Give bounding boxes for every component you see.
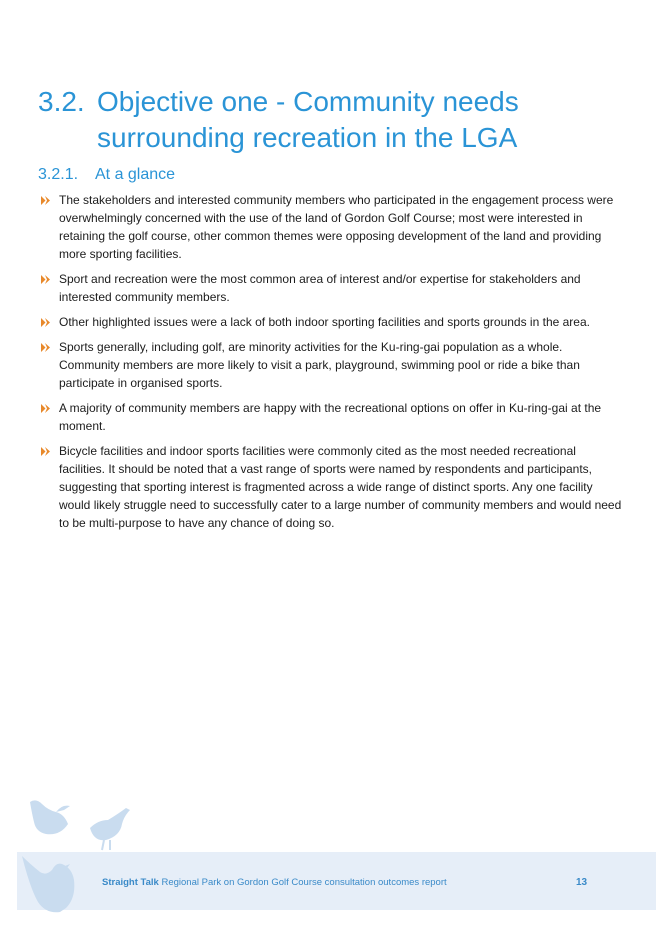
page-number: 13 bbox=[576, 877, 588, 888]
arrow-bullet-icon bbox=[40, 274, 51, 285]
list-item: Sport and recreation were the most common area of interest and/or expertise for stakeholders and interested community members. bbox=[38, 270, 622, 306]
section-title: Objective one - Community needs surrounding recreation in the LGA bbox=[97, 86, 519, 153]
subsection-title: At a glance bbox=[95, 166, 176, 183]
section-heading bbox=[38, 84, 628, 156]
arrow-bullet-icon bbox=[40, 195, 51, 206]
list-item: A majority of community members are happy with the recreational options on offer in Ku-ring-gai at the moment. bbox=[38, 399, 622, 435]
arrow-bullet-icon bbox=[40, 317, 51, 328]
list-item: Other highlighted issues were a lack of both indoor sporting facilities and sports grounds in the area. bbox=[38, 313, 622, 331]
birds-decoration-icon bbox=[0, 780, 160, 920]
list-item: Bicycle facilities and indoor sports facilities were commonly cited as the most needed recreational facilities. It should be noted that a vast range of sports were named by respondents and participants, suggesting that sporting interest is fragmented across a wide range of distinct sports. Any one facility would likely struggle need to successfully cater to a large number of community members and would need to be multi-purpose to have any chance of doing so. bbox=[38, 442, 622, 532]
subsection-heading bbox=[38, 165, 175, 185]
section-number: 3.2. bbox=[38, 86, 85, 117]
subsection-number: 3.2.1. bbox=[38, 166, 79, 183]
list-item: The stakeholders and interested community members who participated in the engagement process were overwhelmingly concerned with the use of the land of Gordon Golf Course; most were interested in retaining the golf course, other common themes were opposing development of the land and providing more sporting facilities. bbox=[38, 191, 622, 263]
footer-brand: Straight Talk bbox=[102, 877, 159, 888]
arrow-bullet-icon bbox=[40, 342, 51, 353]
list-item: Sports generally, including golf, are minority activities for the Ku-ring-gai population as a whole. Community members are more likely to visit a park, playground, swimming pool or ride a bike than participate in organised sports. bbox=[38, 338, 622, 392]
arrow-bullet-icon bbox=[40, 403, 51, 414]
footer-report-title: Regional Park on Gordon Golf Course consultation outcomes report bbox=[161, 877, 447, 888]
bullet-list bbox=[38, 191, 622, 539]
footer-title bbox=[102, 877, 447, 889]
arrow-bullet-icon bbox=[40, 446, 51, 457]
